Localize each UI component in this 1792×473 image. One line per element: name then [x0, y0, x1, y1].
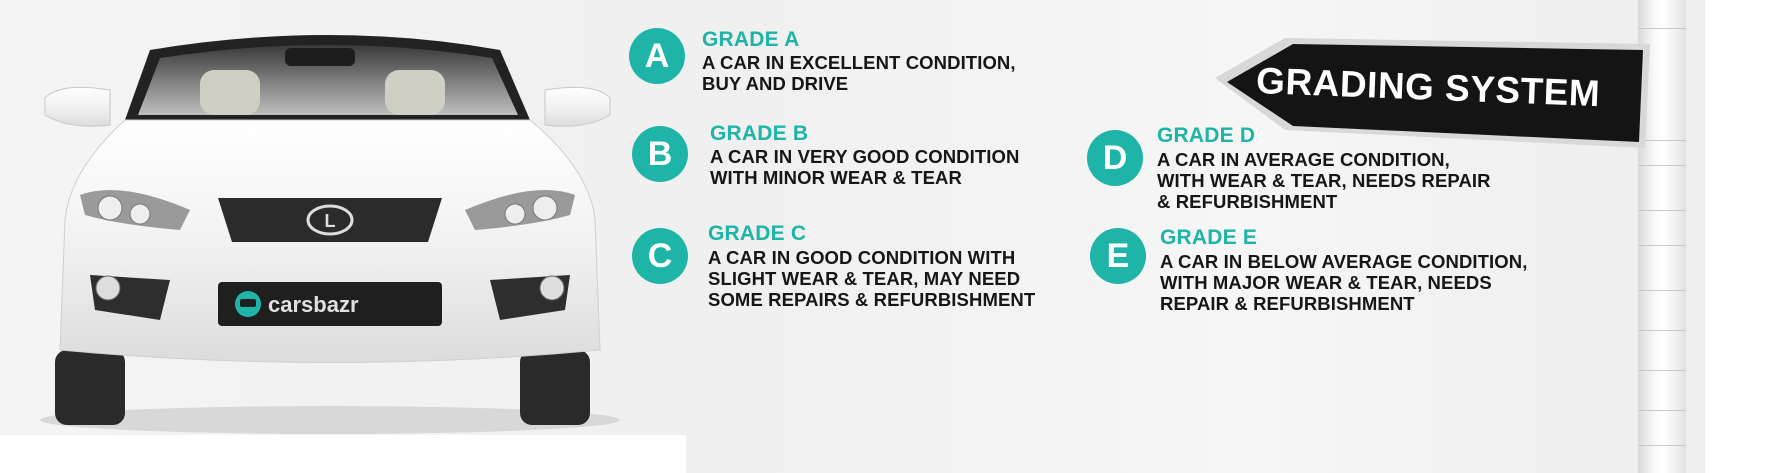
right-margin [1705, 0, 1792, 473]
car-image [30, 20, 630, 440]
grade-e-line-3: REPAIR & REFURBISHMENT [1160, 293, 1415, 314]
grade-e-line-1: A CAR IN BELOW AVERAGE CONDITION, [1160, 251, 1528, 272]
grade-c-line-2: SLIGHT WEAR & TEAR, MAY NEED [708, 268, 1021, 289]
floor-area [0, 435, 686, 473]
grade-c-badge: C [632, 228, 688, 284]
grade-b-title: GRADE B [710, 122, 809, 145]
grade-a-line-2: BUY AND DRIVE [702, 73, 849, 94]
grade-c-title: GRADE C [708, 222, 807, 245]
grade-d-line-1: A CAR IN AVERAGE CONDITION, [1157, 149, 1450, 170]
grade-e-title: GRADE E [1160, 226, 1258, 249]
grade-a-title: GRADE A [702, 28, 800, 51]
grade-b-badge: B [632, 126, 688, 182]
plate-logo-text: carsbazr [268, 292, 359, 317]
grade-a-line-1: A CAR IN EXCELLENT CONDITION, [702, 52, 1016, 73]
svg-text:L: L [324, 211, 336, 231]
grade-d-line-3: & REFURBISHMENT [1157, 191, 1338, 212]
grade-e-badge: E [1090, 228, 1146, 284]
grade-c-line-1: A CAR IN GOOD CONDITION WITH [708, 247, 1016, 268]
grade-b-line-2: WITH MINOR WEAR & TEAR [710, 167, 962, 188]
grade-d-title: GRADE D [1157, 124, 1256, 147]
grade-b-line-1: A CAR IN VERY GOOD CONDITION [710, 146, 1020, 167]
grade-d-line-2: WITH WEAR & TEAR, NEEDS REPAIR [1157, 170, 1491, 191]
grade-a-badge: A [629, 28, 685, 84]
grade-e-line-2: WITH MAJOR WEAR & TEAR, NEEDS [1160, 272, 1492, 293]
grade-c-line-3: SOME REPAIRS & REFURBISHMENT [708, 289, 1036, 310]
sign-title: GRADING SYSTEM [1255, 60, 1601, 115]
grade-d-badge: D [1087, 130, 1143, 186]
